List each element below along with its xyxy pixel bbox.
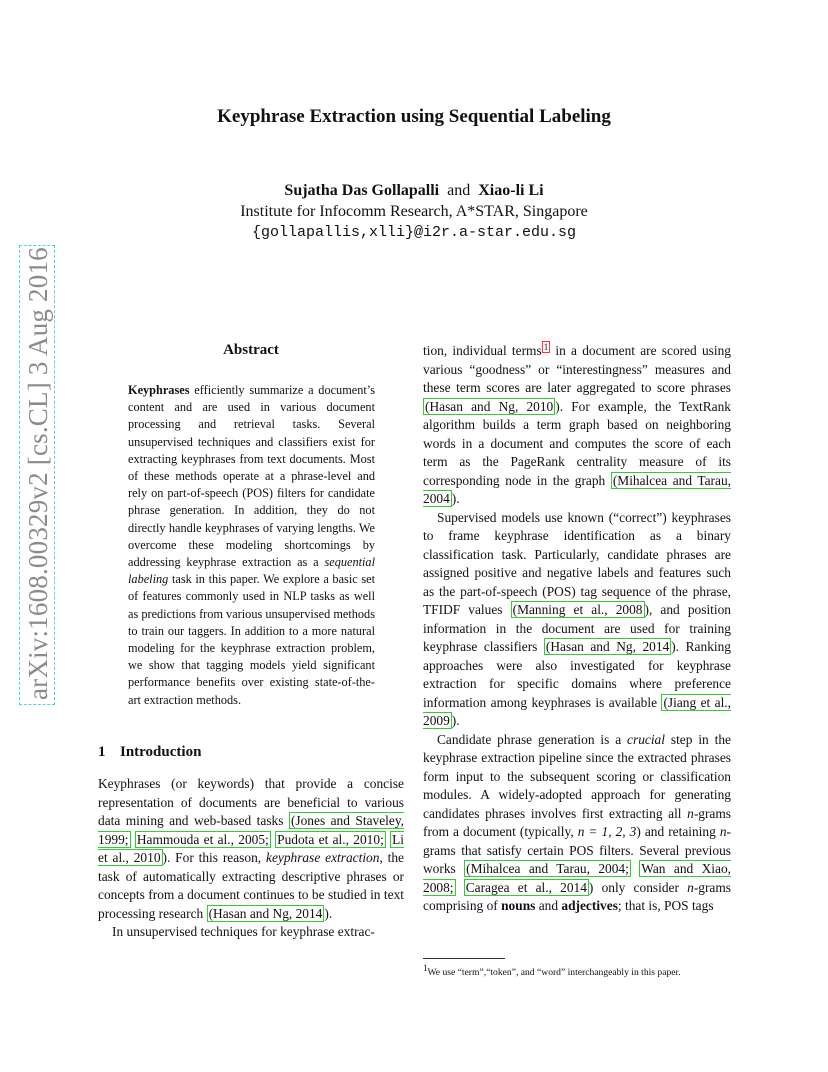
math-expr: n = 1, 2, 3 xyxy=(577,824,637,839)
section-title: Introduction xyxy=(120,744,202,760)
citation-link[interactable]: Caragea et al., 2014 xyxy=(465,879,587,895)
math-var: n xyxy=(687,805,694,821)
body-text: , the task of automatically extracting descriptive phrases or concepts from a document continues to be studied in text processing research xyxy=(98,850,404,921)
citation-link[interactable]: (Manning et al., 2008 xyxy=(512,602,643,617)
citation-link[interactable]: Pudota et al., 2010; xyxy=(277,831,384,847)
body-bold: adjectives xyxy=(561,898,618,913)
body-text: ) only consider xyxy=(588,879,688,895)
citation-link[interactable]: (Mihalcea and Tarau, 2004 xyxy=(423,472,731,506)
intro-column xyxy=(98,775,404,942)
abstract-emphasis: sequential labeling xyxy=(128,555,375,587)
body-text: ). For this reason, xyxy=(162,850,266,865)
author-email: {gollapallis,xlli}@i2r.a-star.edu.sg xyxy=(251,224,577,241)
citation-link[interactable]: Li et al., 2010 xyxy=(98,831,405,865)
author-name: Sujatha Das Gollapalli xyxy=(284,182,440,199)
paragraph xyxy=(423,509,731,731)
body-text: Keyphrases (or keywords) that provide a concise representation of documents are beneficial to various data mining and web-based tasks xyxy=(98,776,404,828)
author-name: Xiao-li Li xyxy=(478,182,544,199)
citation-link[interactable]: Wan and Xiao, 2008; xyxy=(423,861,731,895)
body-text: step in the keyphrase extraction pipeline since the extracted phrases form input to the subsequent scoring or classification modules. A widely-adopted approach for generating candidates phrases involves first extracting all xyxy=(423,731,731,821)
body-text: ). xyxy=(324,905,333,921)
citation-link[interactable]: (Mihalcea and Tarau, 2004; xyxy=(466,861,629,876)
abstract-text: efficiently summarize a document’s content and are used in various document processing and retrieval tasks. Several unsupervised techniques and classifiers exist for extracting keyphrases from text documents. Most of these methods operate at a phrase-level and rely on part-of-speech (POS) filters for candidate phrase generation. In addition, they do not directly handle keyphrases of varying lengths. We overcome these modeling shortcomings by addressing keyphrase extraction as a xyxy=(128,383,375,570)
citation-link[interactable]: (Hasan and Ng, 2014 xyxy=(208,905,323,921)
body-text: tion, individual terms xyxy=(423,343,542,358)
right-column xyxy=(423,342,731,916)
body-emphasis: crucial xyxy=(627,731,665,747)
footnote-divider xyxy=(423,958,505,959)
author-and: and xyxy=(447,182,471,199)
citation-link[interactable]: (Jiang et al., 2009 xyxy=(423,694,731,728)
paragraph xyxy=(423,731,731,916)
footnote xyxy=(423,962,731,979)
abstract-text: task in this paper. We explore a basic set of features commonly used in NLP tasks as well as predictions from various unsupervised methods to train our taggers. In addition to a more natural modeling for the keyphrase extraction problem, we show that tagging models yield significant performance benefits over existing state-of-the-art extraction methods. xyxy=(128,572,375,707)
body-text: Candidate phrase generation is a xyxy=(437,731,628,747)
abstract-heading: Abstract xyxy=(223,342,279,358)
body-text: ). For example, the TextRank algorithm builds a term graph based on neighboring words in a document and computes the score of each term as the PageRank centrality measure of its corresponding node in the graph xyxy=(423,398,731,488)
body-bold: nouns xyxy=(501,898,536,913)
section-number: 1 xyxy=(98,744,106,760)
citation-link[interactable]: (Jones and Staveley, 1999; xyxy=(98,813,404,847)
body-text: ), and position information in the document are used for training keyphrase classifiers xyxy=(423,602,731,654)
paragraph xyxy=(98,775,404,923)
body-text: -grams that satisfy certain POS filters. Several previous works xyxy=(423,824,731,876)
citation-link[interactable]: (Hasan and Ng, 2010 xyxy=(425,398,554,414)
author-block xyxy=(0,180,828,243)
body-text: ). xyxy=(451,713,460,728)
footnote-text: We use “term”,“token”, and “word” interchangeably in this paper. xyxy=(427,967,681,979)
body-text: ; that is, POS tags xyxy=(617,898,714,913)
math-var: n xyxy=(719,824,727,839)
abstract-keyword: Keyphrases xyxy=(128,383,190,397)
footnote-link[interactable]: 1 xyxy=(543,341,549,352)
paragraph xyxy=(423,342,731,509)
paper-title: Keyphrase Extraction using Sequential Labeling xyxy=(217,106,611,127)
affiliation: Institute for Infocomm Research, A*STAR, Singapore xyxy=(240,203,588,220)
body-text: in a document are scored using various “goodness” or “interestingness” measures and these term scores are later aggregated to score phrases xyxy=(423,343,731,395)
paragraph: In unsupervised techniques for keyphrase extrac- xyxy=(112,924,375,939)
body-text: Supervised models use known (“correct”) keyphrases to frame keyphrase identification as a binary classification task. Particularly, candidate phrases are assigned positive and negative labels and features such as the part-of-speech (POS) tag sequence of the phrase, TFIDF values xyxy=(423,509,731,617)
citation-link[interactable]: Hammouda et al., 2005; xyxy=(136,831,269,847)
footnote-number: 1 xyxy=(423,963,428,973)
body-emphasis: keyphrase extraction xyxy=(266,850,380,865)
section-heading xyxy=(98,744,201,761)
body-text: -grams from a document (typically, xyxy=(423,805,731,839)
body-text: -grams comprising of xyxy=(423,879,731,913)
body-text: and xyxy=(535,898,562,913)
citation-link[interactable]: (Hasan and Ng, 2014 xyxy=(545,639,670,654)
arxiv-stamp: arXiv:1608.00329v2 [cs.CL] 3 Aug 2016 xyxy=(19,245,55,705)
math-var: n xyxy=(687,879,694,895)
body-text: ). xyxy=(451,491,460,506)
body-text: ). Ranking approaches were also investigated for keyphrase extraction for specific domains where preference information among keyphrases is available xyxy=(423,639,732,710)
body-text: ) and retaining xyxy=(636,824,720,839)
abstract-body xyxy=(128,382,375,709)
